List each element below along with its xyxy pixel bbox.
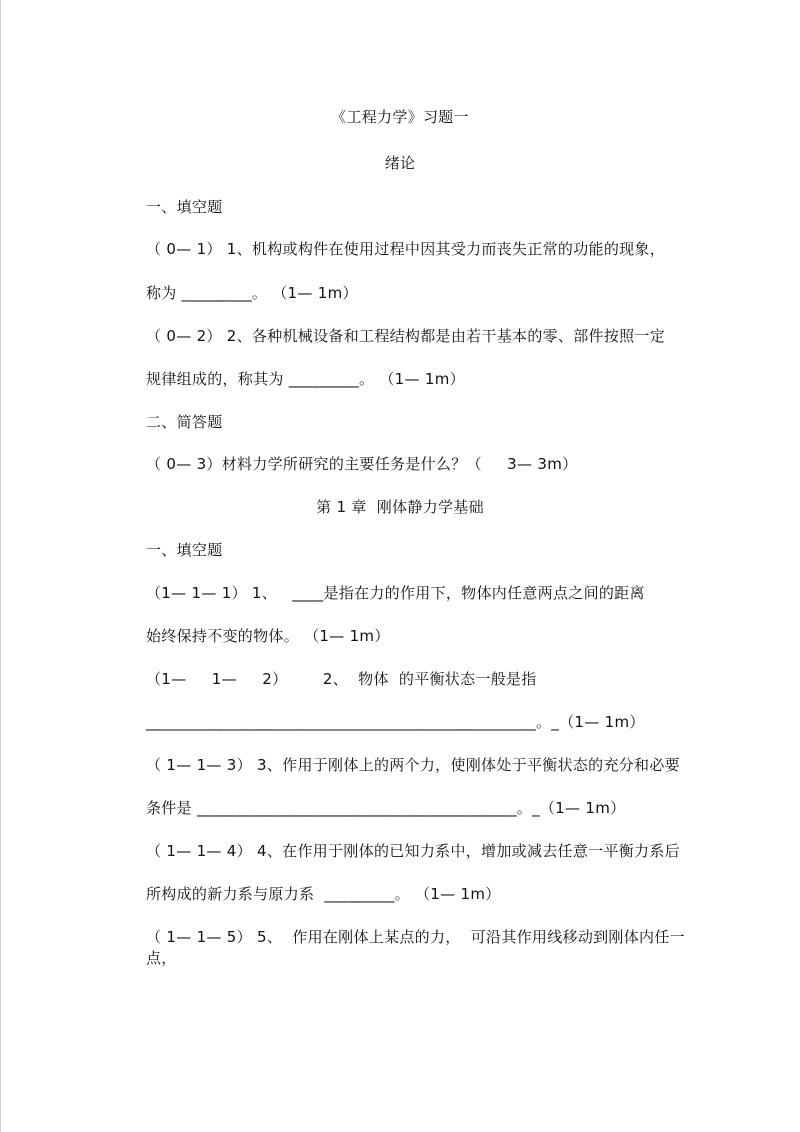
question-1-1-3-line2: 条件是 _________________________________________。_（1— 1m） xyxy=(146,799,626,817)
question-1-1-2-line2: __________________________________________________。_（1— 1m） xyxy=(146,713,645,731)
question-1-1-5-line2: 点， xyxy=(146,949,177,967)
question-1-1-3-line1: （ 1— 1— 3） 3、作用于刚体上的两个力，使刚体处于平衡状态的充分和必要 xyxy=(146,756,680,774)
question-1-1-1-line2: 始终保持不变的物体。 （1— 1m） xyxy=(146,627,390,645)
question-0-3: （ 0— 3）材料力学所研究的主要任务是什么？（ 3— 3m） xyxy=(146,455,578,473)
question-0-1-line2: 称为 _________。 （1— 1m） xyxy=(146,284,358,302)
question-1-1-2-line1: （1— 1— 2） 2、 物体 的平衡状态一般是指 xyxy=(146,670,537,688)
heading-fill-in-blank: 一、填空题 xyxy=(146,198,223,216)
question-0-2-line1: （ 0— 2） 2、各种机械设备和工程结构都是由若干基本的零、部件按照一定 xyxy=(146,327,666,345)
question-1-1-5-line1: （ 1— 1— 5） 5、 作用在刚体上某点的力， 可沿其作用线移动到刚体内任一 xyxy=(146,928,685,946)
section-title-intro: 绪论 xyxy=(384,154,416,172)
question-1-1-4-line1: （ 1— 1— 4） 4、在作用于刚体的已知力系中，增加或减去任意一平衡力系后 xyxy=(146,842,680,860)
question-0-2-line2: 规律组成的，称其为 _________。 （1— 1m） xyxy=(146,370,465,388)
question-0-1-line1: （ 0— 1） 1、机构或构件在使用过程中因其受力而丧失正常的功能的现象， xyxy=(146,240,666,258)
question-1-1-4-line2: 所构成的新力系与原力系 _________。 （1— 1m） xyxy=(146,885,501,903)
question-1-1-1-line1: （1— 1— 1） 1、 ____是指在力的作用下，物体内任意两点之间的距离 xyxy=(146,584,645,602)
chapter-1-heading-fill-in-blank: 一、填空题 xyxy=(146,541,223,559)
document-title: 《工程力学》习题一 xyxy=(331,108,469,126)
heading-short-answer: 二、简答题 xyxy=(146,413,223,431)
chapter-1-title: 第 1 章 刚体静力学基础 xyxy=(316,498,484,516)
